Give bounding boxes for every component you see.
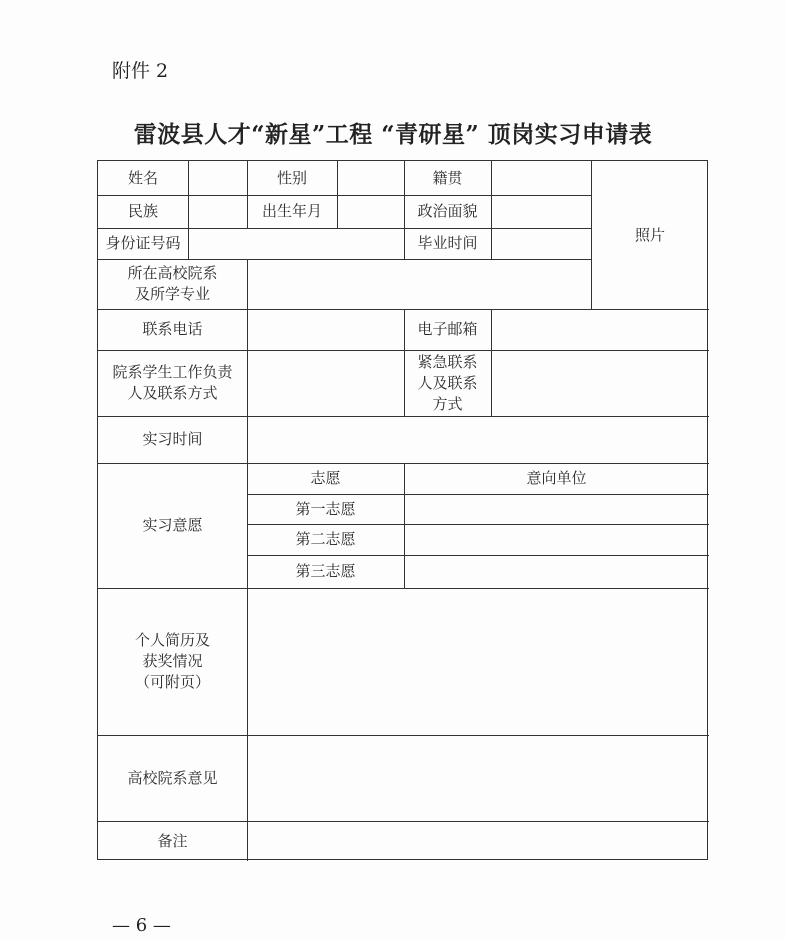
- name-label: 姓名: [127, 168, 158, 187]
- political-field[interactable]: [491, 195, 591, 228]
- form-title: 雷波县人才“新星”工程 “青研星” 顶岗实习申请表: [133, 121, 653, 148]
- photo-box[interactable]: [591, 161, 709, 309]
- birth-label: 出生年月: [261, 202, 322, 220]
- page-number: — 6 —: [112, 915, 171, 936]
- graduation-field[interactable]: [491, 228, 591, 259]
- remarks-field[interactable]: [247, 821, 709, 861]
- birth-field[interactable]: [337, 195, 404, 228]
- application-form-table: [97, 160, 708, 860]
- internship-time-label: 实习时间: [142, 430, 203, 448]
- resume-label: [98, 588, 247, 735]
- native-place-field[interactable]: [491, 161, 591, 195]
- school-major-field[interactable]: [247, 259, 591, 309]
- resume-line3: （可附页）: [134, 673, 210, 691]
- intention-label: 实习意愿: [142, 516, 203, 534]
- ethnicity-label: 民族: [127, 202, 158, 220]
- emergency-line2: 人及联系: [417, 373, 478, 392]
- dept-contact-line1: 院系学生工作负责: [112, 363, 233, 381]
- choice-second-label: 第二志愿: [295, 530, 356, 548]
- dept-contact-field[interactable]: [247, 350, 404, 416]
- attachment-label: 附件 2: [112, 60, 169, 82]
- remarks-label: 备注: [157, 831, 188, 850]
- emergency-line1: 紧急联系: [417, 352, 478, 371]
- unit-header: 意向单位: [526, 469, 587, 487]
- ethnicity-field[interactable]: [188, 195, 247, 228]
- gender-label: 性别: [276, 168, 307, 187]
- emergency-line3: 方式: [432, 394, 463, 413]
- dept-contact-label: [98, 350, 247, 416]
- phone-field[interactable]: [247, 309, 404, 350]
- email-label: 电子邮箱: [417, 320, 478, 338]
- choice-first-unit-field[interactable]: [404, 494, 709, 524]
- school-opinion-field[interactable]: [247, 735, 709, 821]
- choice-first-label: 第一志愿: [295, 499, 356, 518]
- volunteer-header: 志愿: [310, 469, 341, 487]
- graduation-label: 毕业时间: [417, 234, 478, 252]
- id-number-label: 身份证号码: [105, 234, 181, 252]
- political-label: 政治面貌: [417, 202, 478, 220]
- phone-label: 联系电话: [142, 320, 203, 338]
- school-opinion-label: 高校院系意见: [127, 768, 218, 787]
- choice-third-label: 第三志愿: [295, 562, 356, 580]
- choice-third-unit-field[interactable]: [404, 555, 709, 588]
- resume-line1: 个人简历及: [134, 631, 210, 649]
- id-number-field[interactable]: [188, 228, 404, 259]
- name-field[interactable]: [188, 161, 247, 195]
- choice-second-unit-field[interactable]: [404, 524, 709, 555]
- resume-line2: 获奖情况: [142, 652, 203, 670]
- resume-field[interactable]: [247, 588, 709, 735]
- email-field[interactable]: [491, 309, 709, 350]
- dept-contact-line2: 人及联系方式: [127, 384, 218, 402]
- school-label-line1: 所在高校院系: [127, 264, 218, 282]
- emergency-contact-label: [404, 350, 491, 416]
- photo-label: 照片: [634, 225, 665, 244]
- gender-field[interactable]: [337, 161, 404, 195]
- school-label-line2: 及所学专业: [134, 285, 210, 303]
- emergency-contact-field[interactable]: [491, 350, 709, 416]
- school-major-label: [98, 259, 247, 309]
- native-place-label: 籍贯: [432, 168, 463, 187]
- internship-time-field[interactable]: [247, 416, 709, 463]
